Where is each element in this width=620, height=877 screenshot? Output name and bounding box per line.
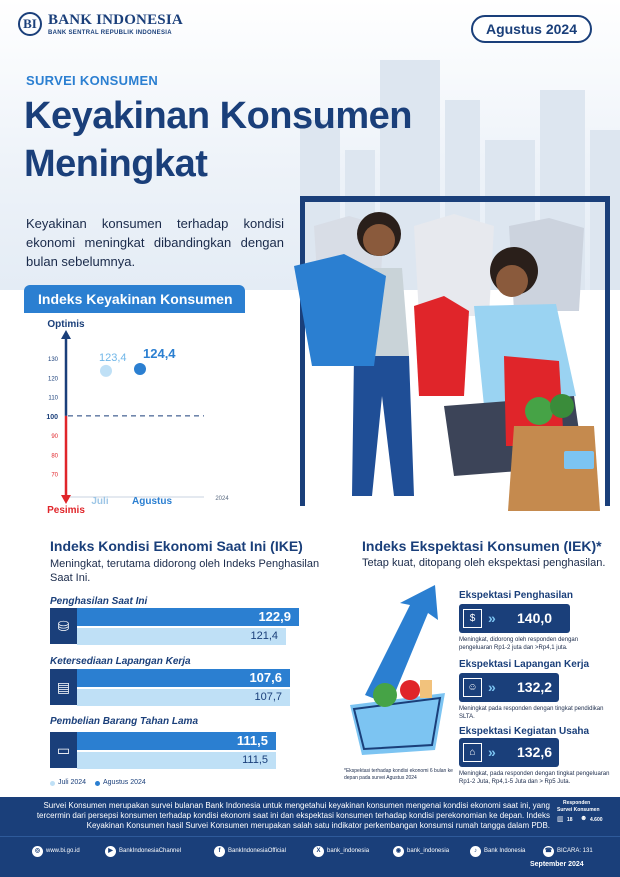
bank-subtitle: BANK SENTRAL REPUBLIK INDONESIA [48,30,172,36]
bank-name: BANK INDONESIA [48,12,183,28]
x-category-label: Juli [91,496,109,507]
x-year-label: 2024 [215,496,229,502]
y-tick-label: 80 [51,453,58,460]
bank-logo-icon: BI [18,12,42,36]
y-tick-label: 110 [48,395,58,402]
iek-value: 132,2 [517,679,553,695]
y-tick-label: 120 [47,376,58,383]
social-link[interactable]: www.bi.go.id [46,848,80,854]
social-link[interactable]: BankIndonesiaOfficial [228,848,286,854]
social-link[interactable]: bank_indonesia [407,848,450,854]
y-tick-label: 70 [51,472,58,479]
iek-value: 140,0 [517,610,553,626]
respondents-subtitle: Survei Konsumen [557,807,600,813]
page-title-line-2: Meningkat [24,143,208,185]
data-label: 124,4 [143,346,176,361]
clipboard-icon: ▤ [50,669,77,705]
tiktok-icon[interactable]: ♪ [470,846,481,857]
x-category-label: Agustus [132,496,172,507]
iek-note: Meningkat, pada responden dengan tingkat pengeluaran Rp1-2 Juta, Rp4,1-5 Juta dan > Rp5 Juta. [459,771,610,785]
instagram-icon[interactable]: ◉ [393,846,404,857]
legend-juli: Juli 2024 [58,779,87,786]
ike-item-label: Ketersediaan Lapangan Kerja [50,656,191,667]
optimis-label: Optimis [47,319,85,330]
ike-item-label: Pembelian Barang Tahan Lama [50,716,199,727]
ikk-chart [24,313,245,525]
ike-title: Indeks Kondisi Ekonomi Saat Ini (IKE) [50,538,303,554]
legend-agustus-swatch [95,781,100,786]
respondents-count: 4.600 [590,817,603,823]
people-icon: ☻ [580,815,588,822]
y-tick-label: 90 [51,434,58,441]
chevron-right-icon: » [488,610,496,626]
iek-footnote: *Ekspektasi terhadap kondisi ekonomi 6 bulan ke depan pada survei Agustus 2024 [344,768,453,781]
page-title-line-1: Keyakinan Konsumen [24,95,412,137]
ike-item-label: Penghasilan Saat Ini [50,596,148,607]
city-icon: ▥ [557,816,564,823]
iek-value: 132,6 [517,744,553,760]
youtube-icon[interactable]: ▶ [105,846,116,857]
publication-date: September 2024 [530,861,584,868]
ike-bar-juli: 107,7 [77,689,290,706]
ikk-chart-header: Indeks Keyakinan Konsumen [24,285,245,313]
ike-bar-agustus: 111,5 [77,732,276,750]
legend-agustus: Agustus 2024 [103,779,146,786]
ike-description: Meningkat, terutama didorong oleh Indeks Penghasilan Saat Ini. [50,558,320,584]
footer-description: Survei Konsumen merupakan survei bulanan Bank Indonesia untuk mengetahui keyakinan konsumen mengenai kondisi ekonomi saat ini, yang tercermin dari persepsi konsumen terhadap kondisi ekonomi saat ini dan ekspektasi konsumen terhadap kondisi perekonomian ke depan. Indeks Keyakinan Konsumen hasil Survei Konsumen merupakan salah satu indikator perkembangan konsumsi rumah tangga dalam PDB. [36,801,550,830]
shoppers-illustration [294,196,620,516]
chevron-right-icon: » [488,744,496,760]
section-kicker: SURVEI KONSUMEN [26,73,159,88]
monitor-icon: ▭ [50,732,77,768]
data-point-agustus [134,363,146,375]
basket-arrow-illustration [340,585,455,765]
footer-divider [0,836,620,837]
money-hand-icon: ⛁ [50,608,77,644]
iek-title: Indeks Ekspektasi Konsumen (IEK)* [362,538,602,554]
y-tick-label: 130 [47,357,58,364]
ike-bar-agustus: 107,6 [77,669,290,687]
y-tick-label: 100 [46,413,58,421]
social-link[interactable]: BankIndonesiaChannel [119,848,182,854]
ike-bar-juli: 111,5 [77,752,276,769]
phone-icon[interactable]: ☎ [543,846,554,857]
data-label: 123,4 [99,351,127,364]
legend-juli-swatch [50,781,55,786]
intro-text: Keyakinan konsumen terhadap kondisi ekonomi meningkat dibandingkan dengan bulan sebelumnya. [26,216,284,269]
social-link[interactable]: BICARA: 131 [557,848,593,854]
pesimis-label: Pesimis [47,505,85,516]
iek-note: Meningkat, didorong oleh responden dengan pengeluaran Rp1-2 juta dan >Rp4,1 juta. [459,637,579,651]
iek-item-label: Ekspektasi Kegiatan Usaha [459,726,590,737]
globe-icon[interactable]: ◎ [32,846,43,857]
ike-bar-agustus: 122,9 [77,608,299,626]
data-point-juli [100,365,112,377]
respondents-cities: 18 [567,817,573,823]
iek-note: Meningkat pada responden dengan tingkat pendidikan SLTA. [459,706,604,720]
x-icon[interactable]: X [313,846,324,857]
ike-bar-juli: 121,4 [77,628,286,645]
iek-item-label: Ekspektasi Penghasilan [459,590,573,601]
social-link[interactable]: Bank Indonesia [484,848,526,854]
worker-icon: ☺ [463,678,482,697]
shop-icon: ⌂ [463,743,482,762]
chevron-right-icon: » [488,679,496,695]
money-bag-icon: $ [463,609,482,628]
iek-description: Tetap kuat, ditopang oleh ekspektasi penghasilan. [362,557,606,569]
iek-item-label: Ekspektasi Lapangan Kerja [459,659,590,670]
social-link[interactable]: bank_indonesia [327,848,370,854]
facebook-icon[interactable]: f [214,846,225,857]
respondents-title: Responden [563,800,591,806]
period-badge: Agustus 2024 [471,15,592,43]
